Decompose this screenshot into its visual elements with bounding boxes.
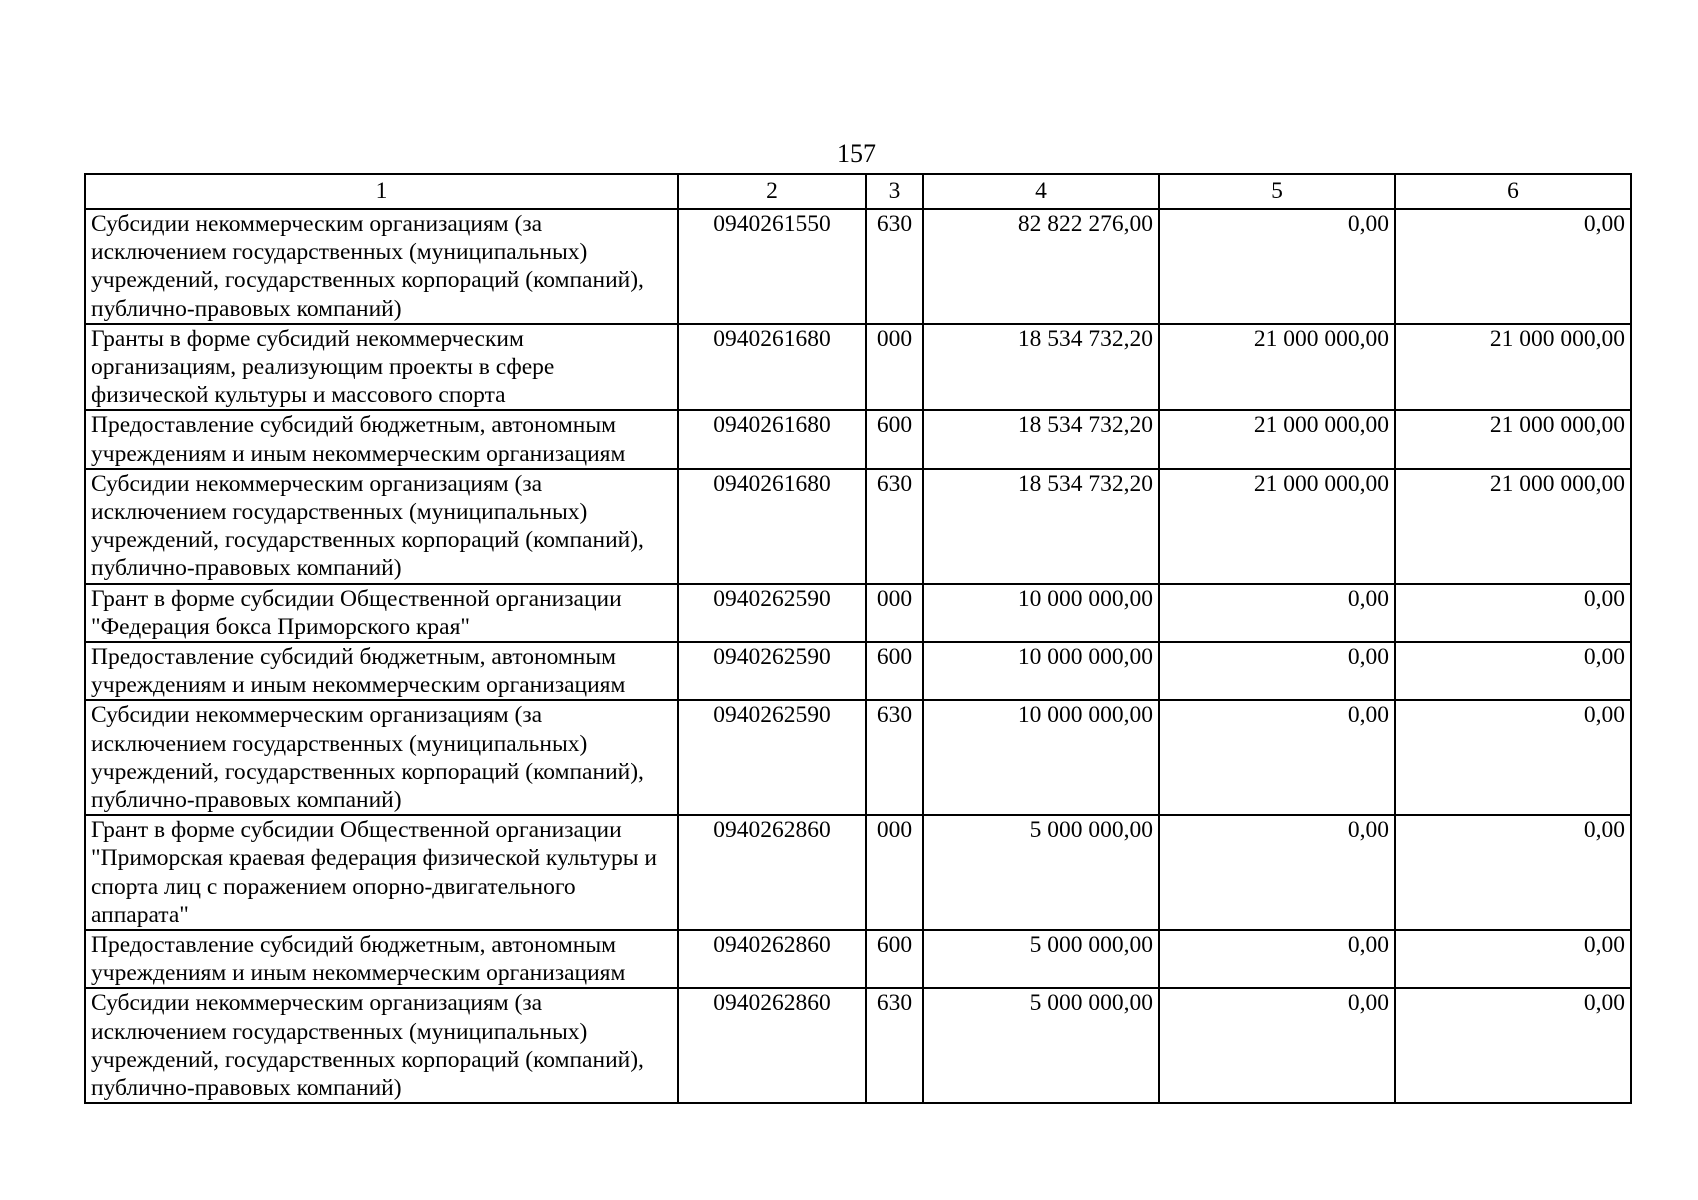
amount-col-4: 10 000 000,00 xyxy=(923,642,1159,700)
expense-type: 000 xyxy=(866,324,923,411)
target-code: 0940262860 xyxy=(678,930,866,988)
table-body xyxy=(85,209,1631,1103)
target-code: 0940261680 xyxy=(678,324,866,411)
table-row xyxy=(85,930,1631,988)
column-header: 2 xyxy=(678,174,866,209)
row-name: Гранты в форме субсидий некоммерческим организациям, реализующим проекты в сфере физической культуры и массового спорта xyxy=(85,324,678,411)
table-row xyxy=(85,815,1631,930)
table-row xyxy=(85,584,1631,642)
row-name: Предоставление субсидий бюджетным, автономным учреждениям и иным некоммерческим организациям xyxy=(85,410,678,468)
row-name: Субсидии некоммерческим организациям (за исключением государственных (муниципальных) учреждений, государственных корпораций (компаний), публично-правовых компаний) xyxy=(85,209,678,324)
row-name: Предоставление субсидий бюджетным, автономным учреждениям и иным некоммерческим организациям xyxy=(85,642,678,700)
row-name: Субсидии некоммерческим организациям (за исключением государственных (муниципальных) учреждений, государственных корпораций (компаний), публично-правовых компаний) xyxy=(85,469,678,584)
column-header: 4 xyxy=(923,174,1159,209)
expense-type: 600 xyxy=(866,410,923,468)
amount-col-5: 0,00 xyxy=(1159,584,1395,642)
amount-col-6: 0,00 xyxy=(1395,209,1631,324)
amount-col-4: 18 534 732,20 xyxy=(923,410,1159,468)
table-row xyxy=(85,410,1631,468)
table-row xyxy=(85,988,1631,1103)
target-code: 0940262860 xyxy=(678,815,866,930)
expense-type: 630 xyxy=(866,209,923,324)
amount-col-5: 0,00 xyxy=(1159,930,1395,988)
row-name: Субсидии некоммерческим организациям (за исключением государственных (муниципальных) учреждений, государственных корпораций (компаний), публично-правовых компаний) xyxy=(85,988,678,1103)
amount-col-6: 21 000 000,00 xyxy=(1395,469,1631,584)
amount-col-5: 21 000 000,00 xyxy=(1159,324,1395,411)
table-row xyxy=(85,642,1631,700)
amount-col-4: 18 534 732,20 xyxy=(923,469,1159,584)
amount-col-5: 0,00 xyxy=(1159,209,1395,324)
amount-col-5: 0,00 xyxy=(1159,988,1395,1103)
table-row xyxy=(85,324,1631,411)
amount-col-6: 0,00 xyxy=(1395,815,1631,930)
expense-type: 630 xyxy=(866,700,923,815)
amount-col-4: 5 000 000,00 xyxy=(923,930,1159,988)
table-header xyxy=(85,174,1631,209)
target-code: 0940261550 xyxy=(678,209,866,324)
target-code: 0940262590 xyxy=(678,584,866,642)
budget-table xyxy=(84,173,1632,1104)
target-code: 0940262860 xyxy=(678,988,866,1103)
target-code: 0940262590 xyxy=(678,700,866,815)
target-code: 0940262590 xyxy=(678,642,866,700)
expense-type: 000 xyxy=(866,584,923,642)
amount-col-4: 18 534 732,20 xyxy=(923,324,1159,411)
column-header: 3 xyxy=(866,174,923,209)
expense-type: 630 xyxy=(866,469,923,584)
row-name: Предоставление субсидий бюджетным, автономным учреждениям и иным некоммерческим организациям xyxy=(85,930,678,988)
row-name: Субсидии некоммерческим организациям (за исключением государственных (муниципальных) учреждений, государственных корпораций (компаний), публично-правовых компаний) xyxy=(85,700,678,815)
expense-type: 000 xyxy=(866,815,923,930)
expense-type: 600 xyxy=(866,930,923,988)
amount-col-5: 0,00 xyxy=(1159,700,1395,815)
header-row xyxy=(85,174,1631,209)
target-code: 0940261680 xyxy=(678,410,866,468)
amount-col-5: 0,00 xyxy=(1159,815,1395,930)
row-name: Грант в форме субсидии Общественной организации "Федерация бокса Приморского края" xyxy=(85,584,678,642)
amount-col-6: 0,00 xyxy=(1395,988,1631,1103)
amount-col-6: 21 000 000,00 xyxy=(1395,324,1631,411)
target-code: 0940261680 xyxy=(678,469,866,584)
page-number: 157 xyxy=(837,139,876,168)
amount-col-4: 10 000 000,00 xyxy=(923,700,1159,815)
amount-col-6: 0,00 xyxy=(1395,930,1631,988)
amount-col-6: 21 000 000,00 xyxy=(1395,410,1631,468)
amount-col-4: 10 000 000,00 xyxy=(923,584,1159,642)
column-header: 6 xyxy=(1395,174,1631,209)
table-row xyxy=(85,700,1631,815)
amount-col-5: 21 000 000,00 xyxy=(1159,469,1395,584)
amount-col-6: 0,00 xyxy=(1395,700,1631,815)
table-row xyxy=(85,469,1631,584)
column-header: 5 xyxy=(1159,174,1395,209)
amount-col-4: 5 000 000,00 xyxy=(923,815,1159,930)
expense-type: 630 xyxy=(866,988,923,1103)
amount-col-5: 0,00 xyxy=(1159,642,1395,700)
column-header: 1 xyxy=(85,174,678,209)
amount-col-6: 0,00 xyxy=(1395,642,1631,700)
row-name: Грант в форме субсидии Общественной организации "Приморская краевая федерация физической культуры и спорта лиц с поражением опорно-двигательного аппарата" xyxy=(85,815,678,930)
amount-col-6: 0,00 xyxy=(1395,584,1631,642)
amount-col-4: 5 000 000,00 xyxy=(923,988,1159,1103)
expense-type: 600 xyxy=(866,642,923,700)
amount-col-5: 21 000 000,00 xyxy=(1159,410,1395,468)
amount-col-4: 82 822 276,00 xyxy=(923,209,1159,324)
table-row xyxy=(85,209,1631,324)
